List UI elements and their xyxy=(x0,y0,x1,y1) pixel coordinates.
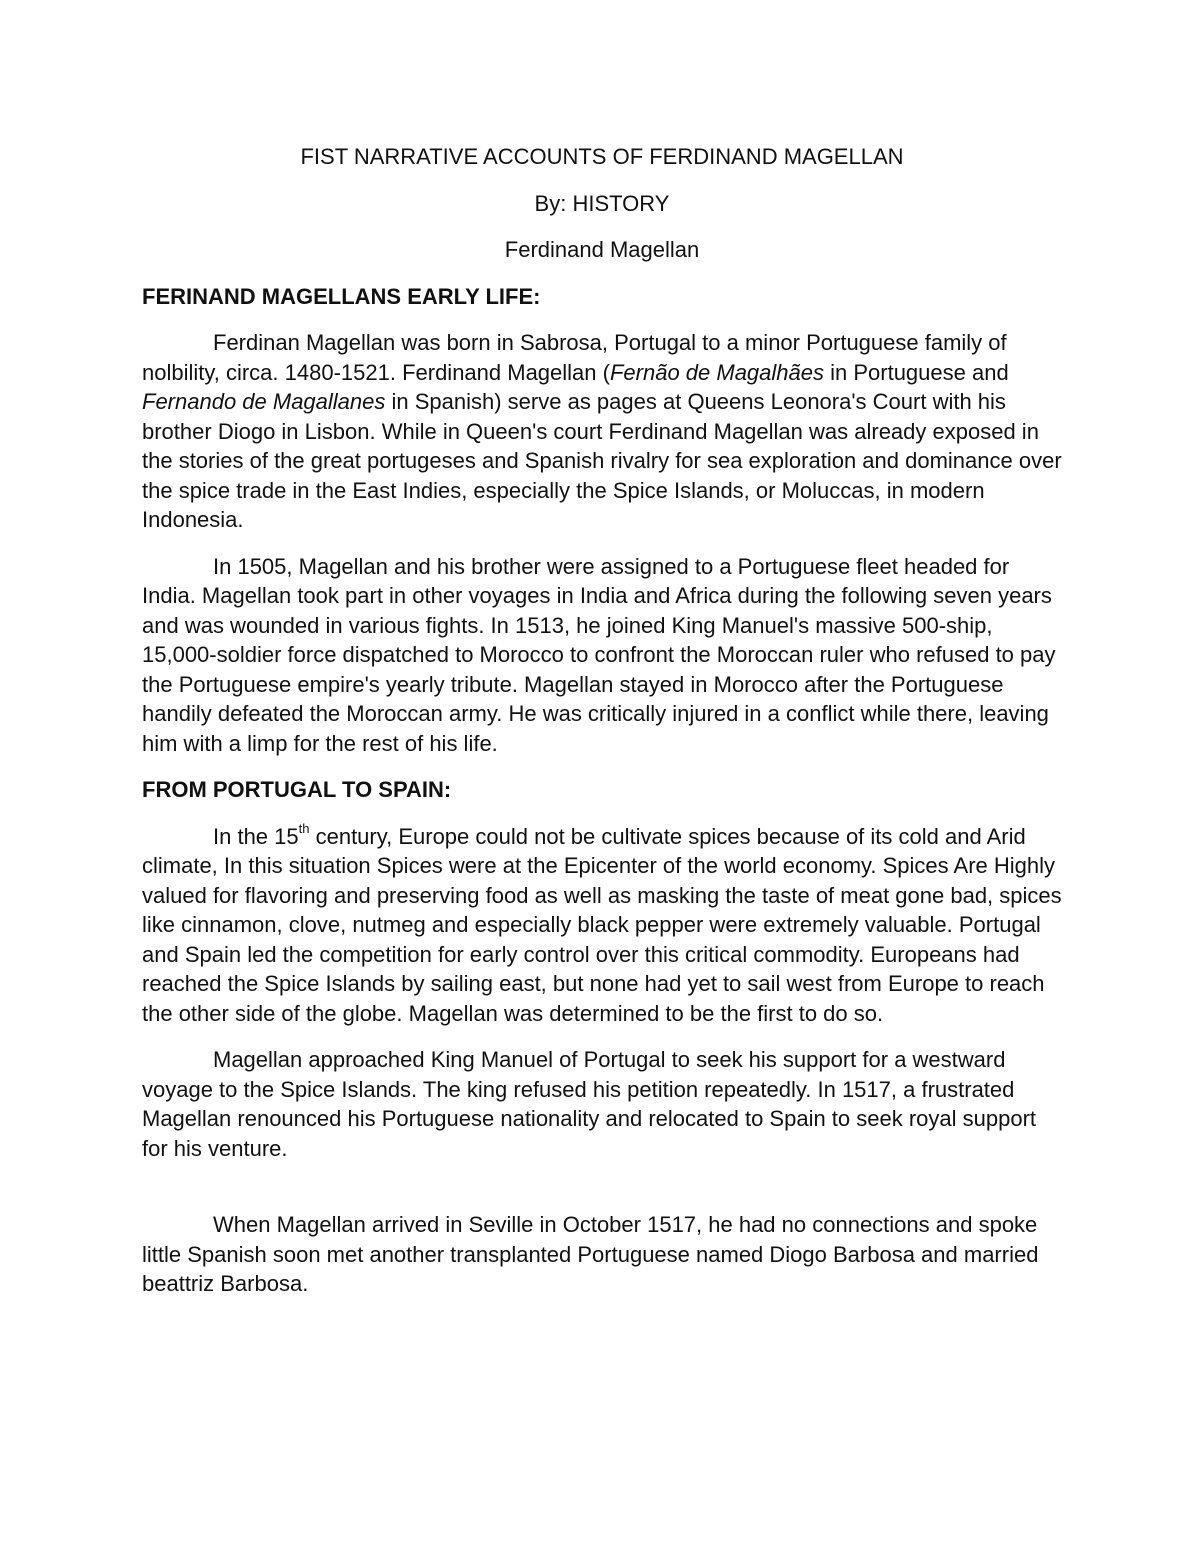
portugal-spain-p1-text-2: century, Europe could not be cultivate spices because of its cold and Arid climate, In this situation Spices were at the Epicenter of the world economy. Spices Are Highly valued for flavoring and preserving food as well as masking the taste of meat gone bad, spices like cinnamon, clove, nutmeg and especially black pepper were extremely valuable. Portugal and Spain led the competition for early control over this critical commodity. Europeans had reached the Spice Islands by sailing east, but none had yet to sail west from Europe to reach the other side of the globe. Magellan was determined to be the first to do so. xyxy=(142,823,1062,1026)
section-heading-early-life: FERINAND MAGELLANS EARLY LIFE: xyxy=(142,283,541,309)
document-byline: By: HISTORY xyxy=(534,190,670,216)
document-body xyxy=(142,142,1062,1316)
portugal-spain-paragraph-2: Magellan approached King Manuel of Portugal to seek his support for a westward voyage to the Spice Islands. The king refused his petition repeatedly. In 1517, a frustrated Magellan renounced his Portuguese nationality and relocated to Spain to seek royal support for his venture. xyxy=(142,1047,1037,1161)
document-subject: Ferdinand Magellan xyxy=(504,237,700,262)
spanish-name: Fernando de Magallanes xyxy=(142,389,386,414)
portugal-spain-p1-text-1: In the 15 xyxy=(213,823,299,849)
early-life-p1-text-1: Ferdinan Magellan was born in Sabrosa, Portugal to a minor Portuguese family of nolbility, circa. 1480-1521. Ferdinand Magellan ( xyxy=(142,330,1007,385)
section-heading-portugal-to-spain: FROM PORTUGAL TO SPAIN: xyxy=(142,777,452,802)
portugal-spain-paragraph-3: When Magellan arrived in Seville in October 1517, he had no connections and spoke little Spanish soon met another transplanted Portuguese named Diogo Barbosa and married beattriz Barbosa. xyxy=(142,1212,1039,1296)
document-title: FIST NARRATIVE ACCOUNTS OF FERDINAND MAGELLAN xyxy=(300,144,904,169)
early-life-paragraph-1 xyxy=(142,328,1062,535)
portuguese-name: Fernão de Magalhães xyxy=(609,359,824,385)
early-life-p1-text-3: in Spanish) serve as pages at Queens Leonora's Court with his brother Diogo in Lisbon. While in Queen's court Ferdinand Magellan was already exposed in the stories of the great portugeses and Spanish rivalry for sea exploration and dominance over the spice trade in the East Indies, especially the Spice Islands, or Moluccas, in modern Indonesia. xyxy=(142,389,1062,532)
early-life-p1-text-2: in Portuguese and xyxy=(824,359,1009,385)
portugal-spain-paragraph-1 xyxy=(142,822,1062,1029)
superscript-th: th xyxy=(298,821,310,837)
early-life-paragraph-2: In 1505, Magellan and his brother were assigned to a Portuguese fleet headed for India. Magellan took part in other voyages in India and Africa during the following seven years and was wounded in various fights. In 1513, he joined King Manuel's massive 500-ship, 15,000-soldier force dispatched to Morocco to confront the Moroccan ruler who refused to pay the Portuguese empire's yearly tribute. Magellan stayed in Morocco after the Portuguese handily defeated the Moroccan army. He was critically injured in a conflict while there, leaving him with a limp for the rest of his life. xyxy=(142,553,1056,756)
